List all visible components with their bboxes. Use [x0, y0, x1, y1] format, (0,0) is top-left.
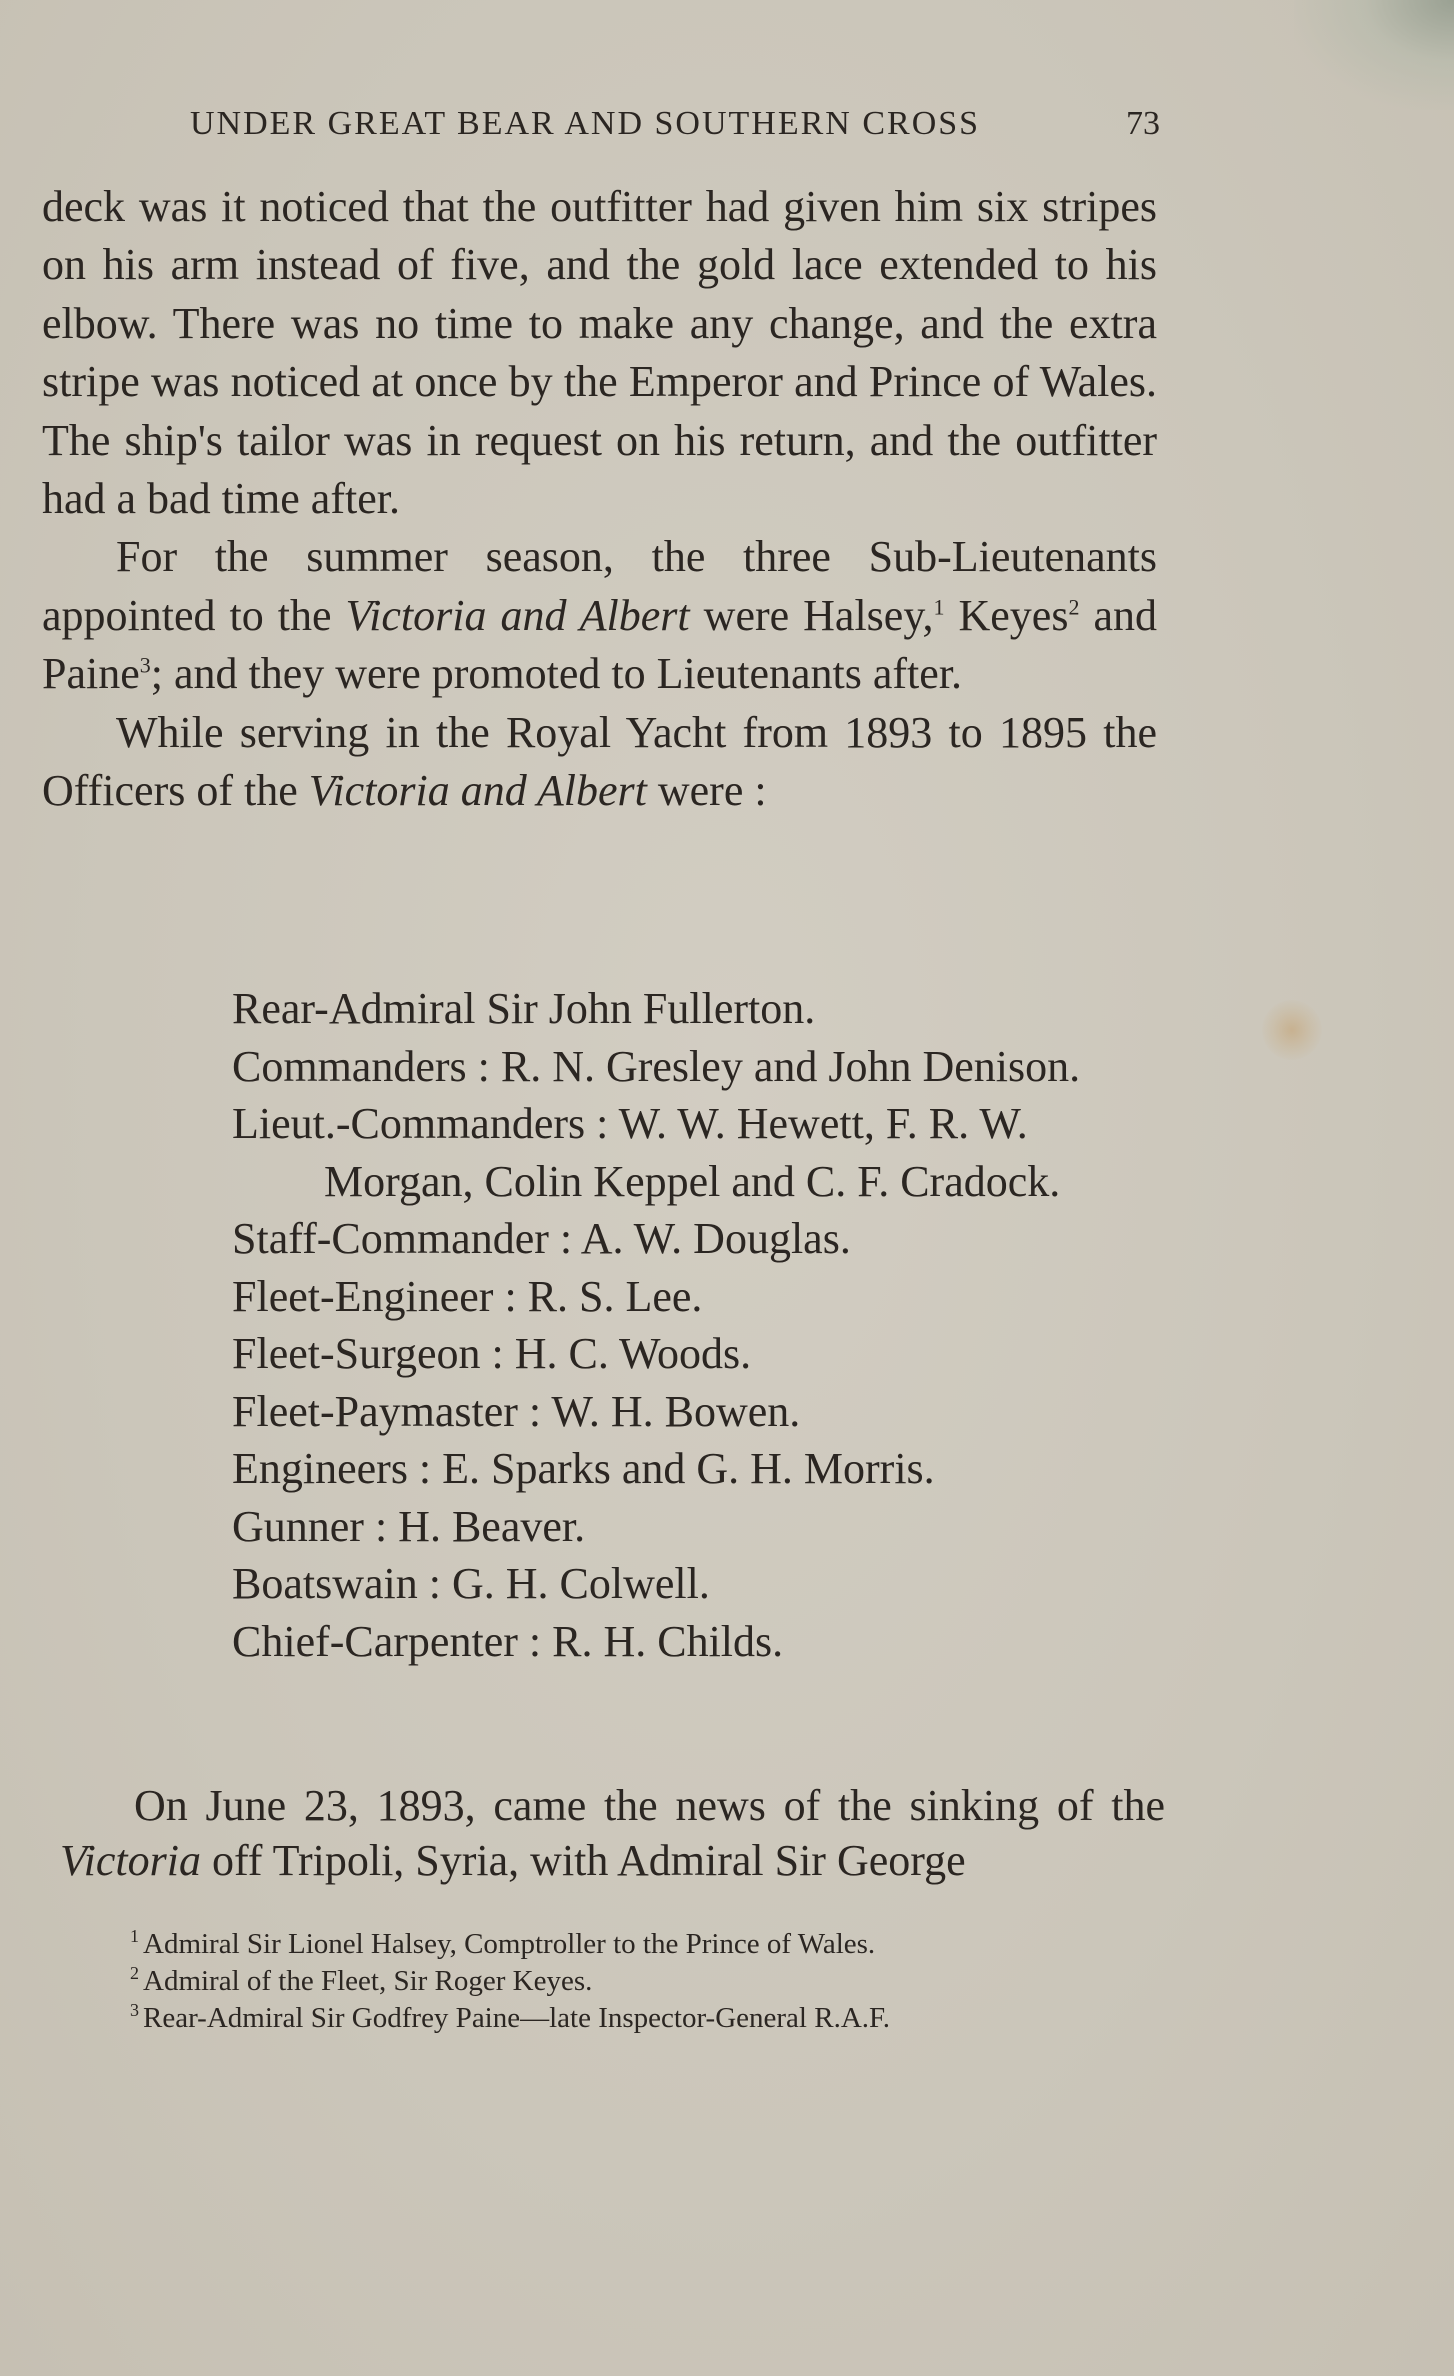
footnotes	[130, 1926, 1090, 2037]
footnote-ref-1: 1	[933, 594, 945, 620]
paragraph-3: While serving in the Royal Yacht from 1893 to 1895 the Officers of the Victoria and Albert were :	[42, 707, 1157, 816]
footnote-3: $^3$ Rear-Admiral Sir Godfrey Paine—late Inspector-General R.A.F.	[130, 2000, 891, 2034]
footnote-2: $^2$ Admiral of the Fleet, Sir Roger Keyes.	[130, 1963, 593, 1997]
running-title: UNDER GREAT BEAR AND SOUTHERN CROSS	[190, 105, 981, 142]
ship-name: Victoria	[60, 1836, 201, 1885]
ship-name: Victoria and Albert	[345, 590, 690, 640]
body-text	[42, 178, 1157, 820]
officer-entry: Chief-Carpenter : R. H. Childs.	[232, 1616, 784, 1666]
officers-list	[232, 980, 1172, 1670]
footnote-1: $^1$ Admiral Sir Lionel Halsey, Comptroller to the Prince of Wales.	[130, 1926, 876, 1960]
page-corner-shadow	[1294, 0, 1454, 110]
officer-entry: Fleet-Surgeon : H. C. Woods.	[232, 1329, 752, 1378]
officer-entry: Fleet-Paymaster : W. H. Bowen.	[232, 1386, 801, 1436]
paragraph-1: deck was it noticed that the outfitter had given him six stripes on his arm instead of five, and the gold lace extended to his elbow. There was no time to make any change, and the extra stripe was noticed at once by the Emperor and Prince of Wales. The ship's tailor was in request on his return, and the outfitter had a bad time after.	[42, 182, 1157, 524]
officer-entry: Staff-Commander : A. W. Douglas.	[232, 1214, 851, 1263]
footnote-ref-2: 2	[1068, 594, 1080, 620]
paper-stain	[1262, 1000, 1322, 1060]
officer-entry: Commanders : R. N. Gresley and John Denison.	[232, 1041, 1081, 1091]
officer-entry: Engineers : E. Sparks and G. H. Morris.	[232, 1444, 935, 1493]
officer-entry: Fleet-Engineer : R. S. Lee.	[232, 1271, 703, 1321]
officer-entry: Lieut.-Commanders : W. W. Hewett, F. R. W. Morgan, Colin Keppel and C. F. Cradock.	[232, 1099, 1061, 1206]
ship-name: Victoria and Albert	[308, 766, 647, 816]
page-number: 73	[1126, 105, 1160, 142]
officer-entry: Boatswain : G. H. Colwell.	[232, 1559, 710, 1608]
paragraph-2: For the summer season, the three Sub-Lieutenants appointed to the Victoria and Albert were Halsey,$^1$ Keyes$^2$ and Paine$^3$; and they were promoted to Lieutenants after.	[42, 532, 1157, 699]
officer-entry: Gunner : H. Beaver.	[232, 1501, 586, 1551]
officer-entry: Rear-Admiral Sir John Fullerton.	[232, 984, 816, 1033]
footnote-ref-3: 3	[139, 652, 151, 678]
closing-paragraph: On June 23, 1893, came the news of the sinking of the Victoria off Tripoli, Syria, with Admiral Sir George	[60, 1781, 1165, 1885]
